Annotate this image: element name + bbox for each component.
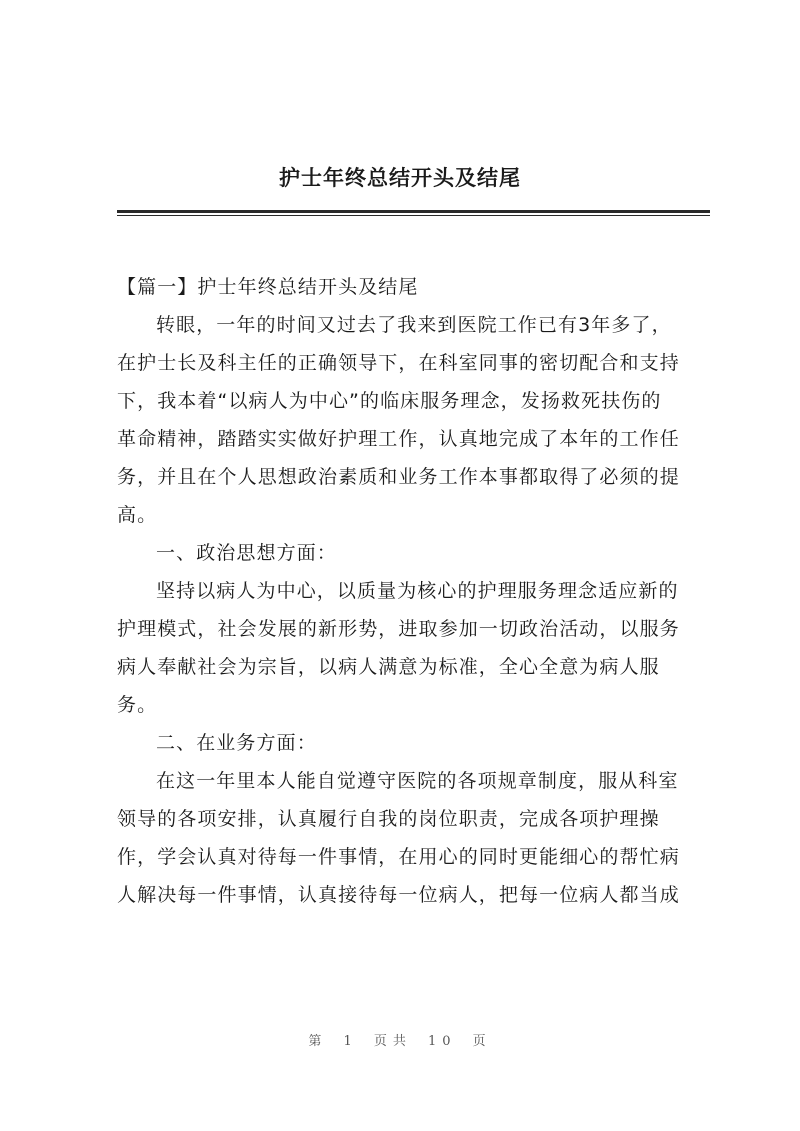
text-line: 一、政治思想方面： <box>156 542 337 564</box>
text-line: 【篇一】护士年终总结开头及结尾 <box>117 276 419 298</box>
text-line: 护理模式，社会发展的新形势，进取参加一切政治活动，以服务 <box>117 618 680 640</box>
text-line: 在护士长及科主任的正确领导下，在科室同事的密切配合和支持 <box>117 352 680 374</box>
document-body <box>117 268 712 914</box>
text-line: 二、在业务方面： <box>156 732 317 754</box>
text-line: 务，并且在个人思想政治素质和业务工作本事都取得了必须的提 <box>117 466 680 488</box>
text-line: 转眼，一年的时间又过去了我来到医院工作已有3年多了， <box>156 314 672 336</box>
text-line: 领导的各项安排，认真履行自我的岗位职责，完成各项护理操 <box>117 808 660 830</box>
text-line: 在这一年里本人能自觉遵守医院的各项规章制度，服从科室 <box>156 770 679 792</box>
text-line: 坚持以病人为中心，以质量为核心的护理服务理念适应新的 <box>156 580 679 602</box>
page-footer: 第 1 页共 10 页 <box>308 1034 492 1049</box>
title-divider-thick <box>117 210 710 213</box>
text-line: 革命精神，踏踏实实做好护理工作，认真地完成了本年的工作任 <box>117 428 680 450</box>
text-line: 务。 <box>117 694 158 716</box>
text-line: 下，我本着“以病人为中心”的临床服务理念，发扬救死扶伤的 <box>117 390 662 412</box>
page-title: 护士年终总结开头及结尾 <box>279 165 521 190</box>
text-line: 病人奉献社会为宗旨，以病人满意为标准，全心全意为病人服 <box>117 656 660 678</box>
text-line: 作，学会认真对待每一件事情，在用心的同时更能细心的帮忙病 <box>117 846 680 868</box>
text-line: 人解决每一件事情，认真接待每一位病人，把每一位病人都当成 <box>117 884 680 906</box>
title-divider-thin <box>117 215 710 216</box>
text-line: 高。 <box>117 504 158 526</box>
